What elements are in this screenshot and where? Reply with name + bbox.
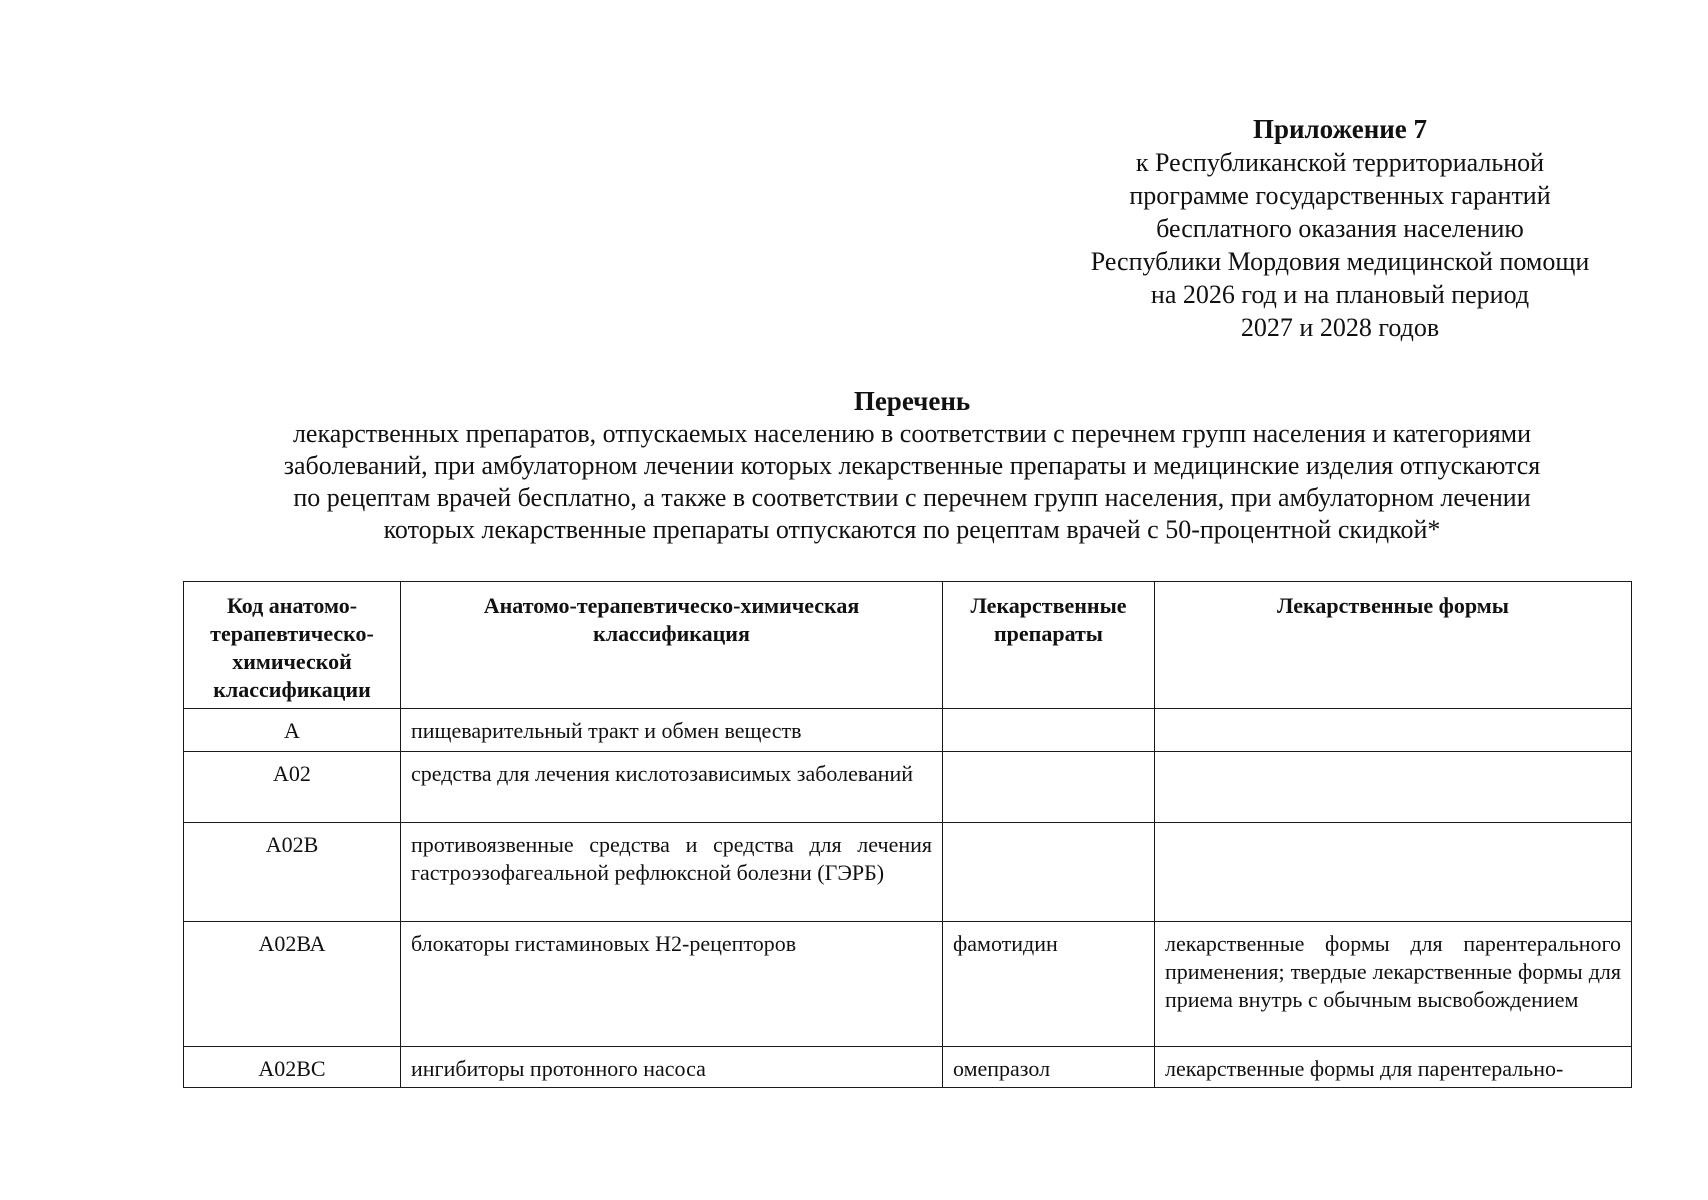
document-heading	[175, 384, 1649, 546]
table-row	[184, 752, 1632, 823]
header-drugs: Лекарственные препараты	[943, 582, 1155, 709]
header-atc-classification: Анатомо-терапевтическо-химическая классификация	[401, 582, 943, 709]
cell-classification: пищеварительный тракт и обмен веществ	[401, 709, 943, 752]
appendix-block	[1030, 113, 1650, 344]
appendix-line: на 2026 год и на плановый период	[1150, 280, 1530, 309]
heading-line: заболеваний, при амбулаторном лечении которых лекарственные препараты и медицинские изделия отпускаются	[283, 451, 1541, 480]
cell-drug: фамотидин	[943, 922, 1155, 1047]
cell-drug: омепразол	[943, 1047, 1155, 1088]
cell-atc-code: А02	[184, 752, 401, 823]
cell-form	[1155, 823, 1632, 922]
appendix-line: 2027 и 2028 годов	[1240, 313, 1440, 342]
appendix-line: бесплатного оказания населению	[1156, 214, 1524, 243]
table-row	[184, 1047, 1632, 1088]
appendix-title: Приложение 7	[1252, 114, 1428, 144]
cell-drug	[943, 752, 1155, 823]
header-dosage-forms: Лекарственные формы	[1155, 582, 1632, 709]
cell-form: лекарственные формы для парентерального применения; твердые лекарственные формы для приема внутрь с обычным высвобождением	[1155, 922, 1632, 1047]
heading-title: Перечень	[853, 386, 971, 416]
cell-classification: средства для лечения кислотозависимых заболеваний	[401, 752, 943, 823]
cell-drug	[943, 823, 1155, 922]
cell-atc-code: А	[184, 709, 401, 752]
appendix-line: программе государственных гарантий	[1129, 181, 1551, 210]
cell-form	[1155, 752, 1632, 823]
heading-line: лекарственных препаратов, отпускаемых населению в соответствии с перечнем групп населения и категориями	[292, 419, 1532, 448]
heading-line: по рецептам врачей бесплатно, а также в соответствии с перечнем групп населения, при амбулаторном лечении	[293, 483, 1531, 512]
cell-atc-code: А02ВС	[184, 1047, 401, 1088]
cell-classification: противоязвенные средства и средства для лечения гастроэзофагеальной рефлюксной болезни (ГЭРБ)	[401, 823, 943, 922]
cell-atc-code: А02В	[184, 823, 401, 922]
cell-drug	[943, 709, 1155, 752]
cell-classification: блокаторы гистаминовых Н2-рецепторов	[401, 922, 943, 1047]
appendix-line: к Республиканской территориальной	[1135, 148, 1545, 177]
table-row	[184, 922, 1632, 1047]
cell-atc-code: А02ВА	[184, 922, 401, 1047]
header-atc-code: Код анатомо-терапевтическо-химической классификации	[184, 582, 401, 709]
cell-classification: ингибиторы протонного насоса	[401, 1047, 943, 1088]
table-row	[184, 823, 1632, 922]
heading-line: которых лекарственные препараты отпускаются по рецептам врачей с 50-процентной скидкой*	[383, 515, 1441, 544]
cell-form: лекарственные формы для парентерально-	[1155, 1047, 1632, 1088]
appendix-line: Республики Мордовия медицинской помощи	[1090, 247, 1590, 276]
cell-form	[1155, 709, 1632, 752]
table-header-row	[184, 582, 1632, 709]
table-row	[184, 709, 1632, 752]
drug-list-table	[183, 581, 1632, 1088]
